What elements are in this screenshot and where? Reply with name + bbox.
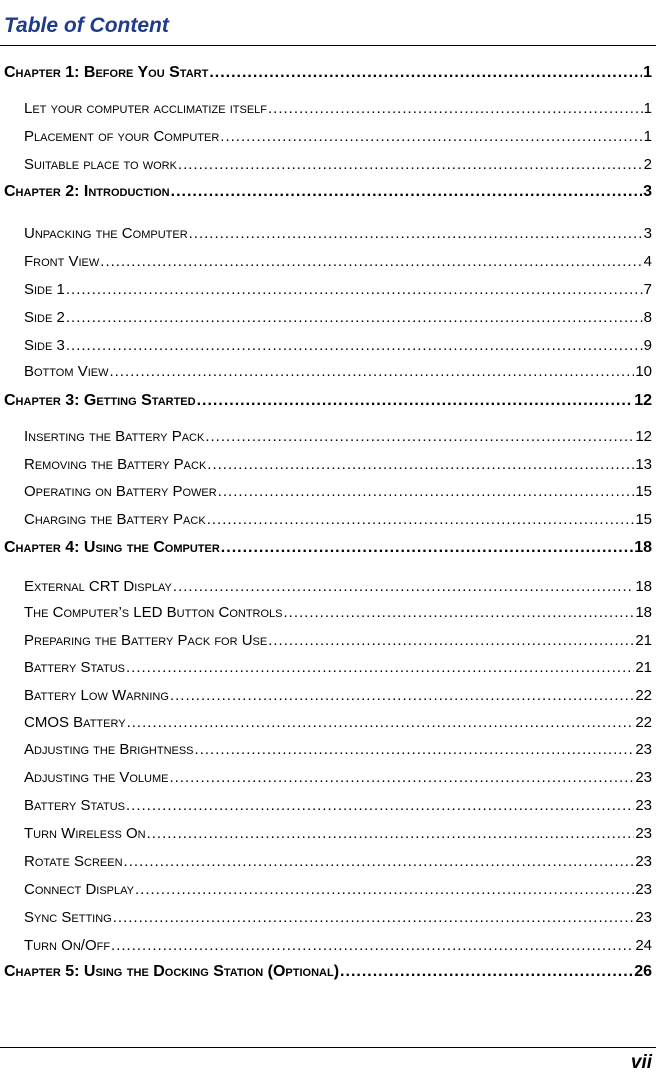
toc-leader-dots (126, 659, 634, 676)
toc-entry-title: The Computer’s LED Button Controls (24, 604, 283, 621)
toc-entry-page: 3 (643, 225, 652, 242)
toc-entry-title: Placement of your Computer (24, 128, 220, 145)
toc-entry-title: Preparing the Battery Pack for Use (24, 632, 268, 649)
toc-entry-page: 23 (635, 853, 652, 870)
toc-leader-dots (170, 687, 634, 704)
toc-entry-page: 15 (635, 511, 652, 528)
toc-leader-dots (169, 769, 634, 786)
toc-chapter-entry[interactable] (4, 64, 652, 82)
header-rule (0, 45, 656, 46)
toc-chapter-entry[interactable] (4, 539, 652, 557)
toc-section-entry[interactable] (24, 881, 652, 898)
toc-section-entry[interactable] (24, 363, 652, 380)
toc-leader-dots (268, 632, 634, 649)
toc-leader-dots (111, 937, 634, 954)
toc-entry-title: CMOS Battery (24, 714, 126, 731)
toc-leader-dots (171, 183, 642, 201)
toc-entry-page: 12 (634, 392, 652, 409)
toc-leader-dots (135, 881, 634, 898)
toc-heading: Table of Content (4, 14, 169, 37)
toc-leader-dots (147, 825, 635, 842)
toc-entry-title: Chapter 3: Getting Started (4, 392, 196, 409)
toc-leader-dots (66, 309, 643, 326)
toc-entry-title: Side 2 (24, 309, 65, 326)
toc-section-entry[interactable] (24, 483, 652, 500)
toc-chapter-entry[interactable] (4, 392, 652, 410)
toc-entry-page: 23 (635, 741, 652, 758)
toc-entry-page: 1 (643, 64, 652, 81)
toc-leader-dots (209, 64, 642, 82)
toc-leader-dots (268, 100, 643, 117)
toc-entry-title: Sync Setting (24, 909, 112, 926)
toc-entry-title: Operating on Battery Power (24, 483, 217, 500)
footer-rule (0, 1047, 656, 1048)
toc-entry-title: Turn Wireless On (24, 825, 146, 842)
toc-entry-title: Suitable place to work (24, 156, 177, 173)
toc-section-entry[interactable] (24, 428, 652, 445)
toc-leader-dots (66, 281, 643, 298)
toc-section-entry[interactable] (24, 281, 652, 298)
toc-entry-page: 15 (635, 483, 652, 500)
toc-entry-title: Chapter 4: Using the Computer (4, 539, 220, 556)
footer-page-number: vii (630, 1052, 652, 1073)
toc-entry-title: Inserting the Battery Pack (24, 428, 205, 445)
toc-entry-title: Charging the Battery Pack (24, 511, 206, 528)
toc-entry-title: Rotate Screen (24, 853, 123, 870)
toc-entry-title: Adjusting the Volume (24, 769, 169, 786)
toc-entry-page: 4 (643, 253, 652, 270)
toc-entry-title: Front View (24, 253, 100, 270)
toc-leader-dots (113, 909, 635, 926)
toc-entry-page: 12 (635, 428, 652, 445)
toc-leader-dots (340, 963, 633, 981)
toc-leader-dots (207, 456, 634, 473)
toc-entry-page: 10 (635, 363, 652, 380)
toc-entry-page: 23 (635, 881, 652, 898)
toc-entry-title: Unpacking the Computer (24, 225, 188, 242)
toc-entry-title: Battery Low Warning (24, 687, 169, 704)
toc-section-entry[interactable] (24, 825, 652, 842)
toc-section-entry[interactable] (24, 769, 652, 786)
toc-entry-title: Battery Status (24, 659, 125, 676)
toc-entry-page: 24 (635, 937, 652, 954)
toc-section-entry[interactable] (24, 659, 652, 676)
toc-entry-page: 9 (643, 337, 652, 354)
toc-section-entry[interactable] (24, 741, 652, 758)
toc-leader-dots (284, 604, 635, 621)
toc-entry-title: Chapter 5: Using the Docking Station (Optional) (4, 963, 340, 980)
toc-leader-dots (195, 741, 635, 758)
toc-entry-page: 7 (643, 281, 652, 298)
toc-section-entry[interactable] (24, 456, 652, 473)
toc-leader-dots (221, 539, 633, 557)
toc-leader-dots (124, 853, 635, 870)
toc-leader-dots (178, 156, 643, 173)
toc-leader-dots (205, 428, 634, 445)
toc-leader-dots (66, 337, 643, 354)
toc-entry-page: 13 (635, 456, 652, 473)
toc-section-entry[interactable] (24, 909, 652, 926)
toc-entry-title: Side 1 (24, 281, 65, 298)
toc-entry-title: Adjusting the Brightness (24, 741, 194, 758)
toc-section-entry[interactable] (24, 309, 652, 326)
toc-leader-dots (207, 511, 635, 528)
toc-entry-page: 1 (643, 100, 652, 117)
toc-leader-dots (173, 578, 634, 595)
toc-entry-title: Battery Status (24, 797, 125, 814)
toc-section-entry[interactable] (24, 687, 652, 704)
toc-entry-title: Chapter 1: Before You Start (4, 64, 209, 81)
toc-section-entry[interactable] (24, 100, 652, 117)
toc-section-entry[interactable] (24, 797, 652, 814)
toc-entry-page: 22 (635, 687, 652, 704)
toc-chapter-entry[interactable] (4, 963, 652, 981)
toc-entry-title: Turn On/Off (24, 937, 111, 954)
toc-entry-page: 23 (635, 797, 652, 814)
toc-entry-page: 23 (635, 909, 652, 926)
toc-entry-page: 21 (635, 659, 652, 676)
toc-leader-dots (197, 392, 634, 410)
toc-chapter-entry[interactable] (4, 183, 652, 201)
toc-leader-dots (109, 363, 634, 380)
toc-section-entry[interactable] (24, 337, 652, 354)
toc-leader-dots (218, 483, 635, 500)
toc-section-entry[interactable] (24, 253, 652, 270)
toc-entry-title: Connect Display (24, 881, 134, 898)
toc-entry-title: Removing the Battery Pack (24, 456, 207, 473)
toc-entry-page: 23 (635, 769, 652, 786)
toc-section-entry[interactable] (24, 128, 652, 145)
toc-entry-page: 8 (643, 309, 652, 326)
toc-entry-title: Bottom View (24, 363, 109, 380)
toc-section-entry[interactable] (24, 604, 652, 621)
toc-entry-page: 18 (635, 578, 652, 595)
toc-entry-title: External CRT Display (24, 578, 172, 595)
toc-entry-page: 18 (635, 604, 652, 621)
toc-leader-dots (126, 797, 634, 814)
toc-entry-title: Let your computer acclimatize itself (24, 100, 267, 117)
toc-entry-page: 18 (634, 539, 652, 556)
toc-entry-page: 1 (643, 128, 652, 145)
toc-entry-page: 2 (643, 156, 652, 173)
toc-section-entry[interactable] (24, 632, 652, 649)
toc-leader-dots (220, 128, 642, 145)
toc-leader-dots (189, 225, 643, 242)
toc-entry-page: 23 (635, 825, 652, 842)
toc-section-entry[interactable] (24, 156, 652, 173)
toc-entry-page: 3 (643, 183, 652, 200)
toc-entry-title: Chapter 2: Introduction (4, 183, 170, 200)
toc-leader-dots (127, 714, 635, 731)
toc-entry-page: 22 (635, 714, 652, 731)
toc-section-entry[interactable] (24, 578, 652, 595)
toc-section-entry[interactable] (24, 937, 652, 954)
toc-entry-title: Side 3 (24, 337, 65, 354)
toc-section-entry[interactable] (24, 714, 652, 731)
toc-section-entry[interactable] (24, 853, 652, 870)
toc-section-entry[interactable] (24, 225, 652, 242)
toc-entry-page: 21 (635, 632, 652, 649)
toc-leader-dots (100, 253, 642, 270)
toc-section-entry[interactable] (24, 511, 652, 528)
toc-entry-page: 26 (634, 963, 652, 980)
